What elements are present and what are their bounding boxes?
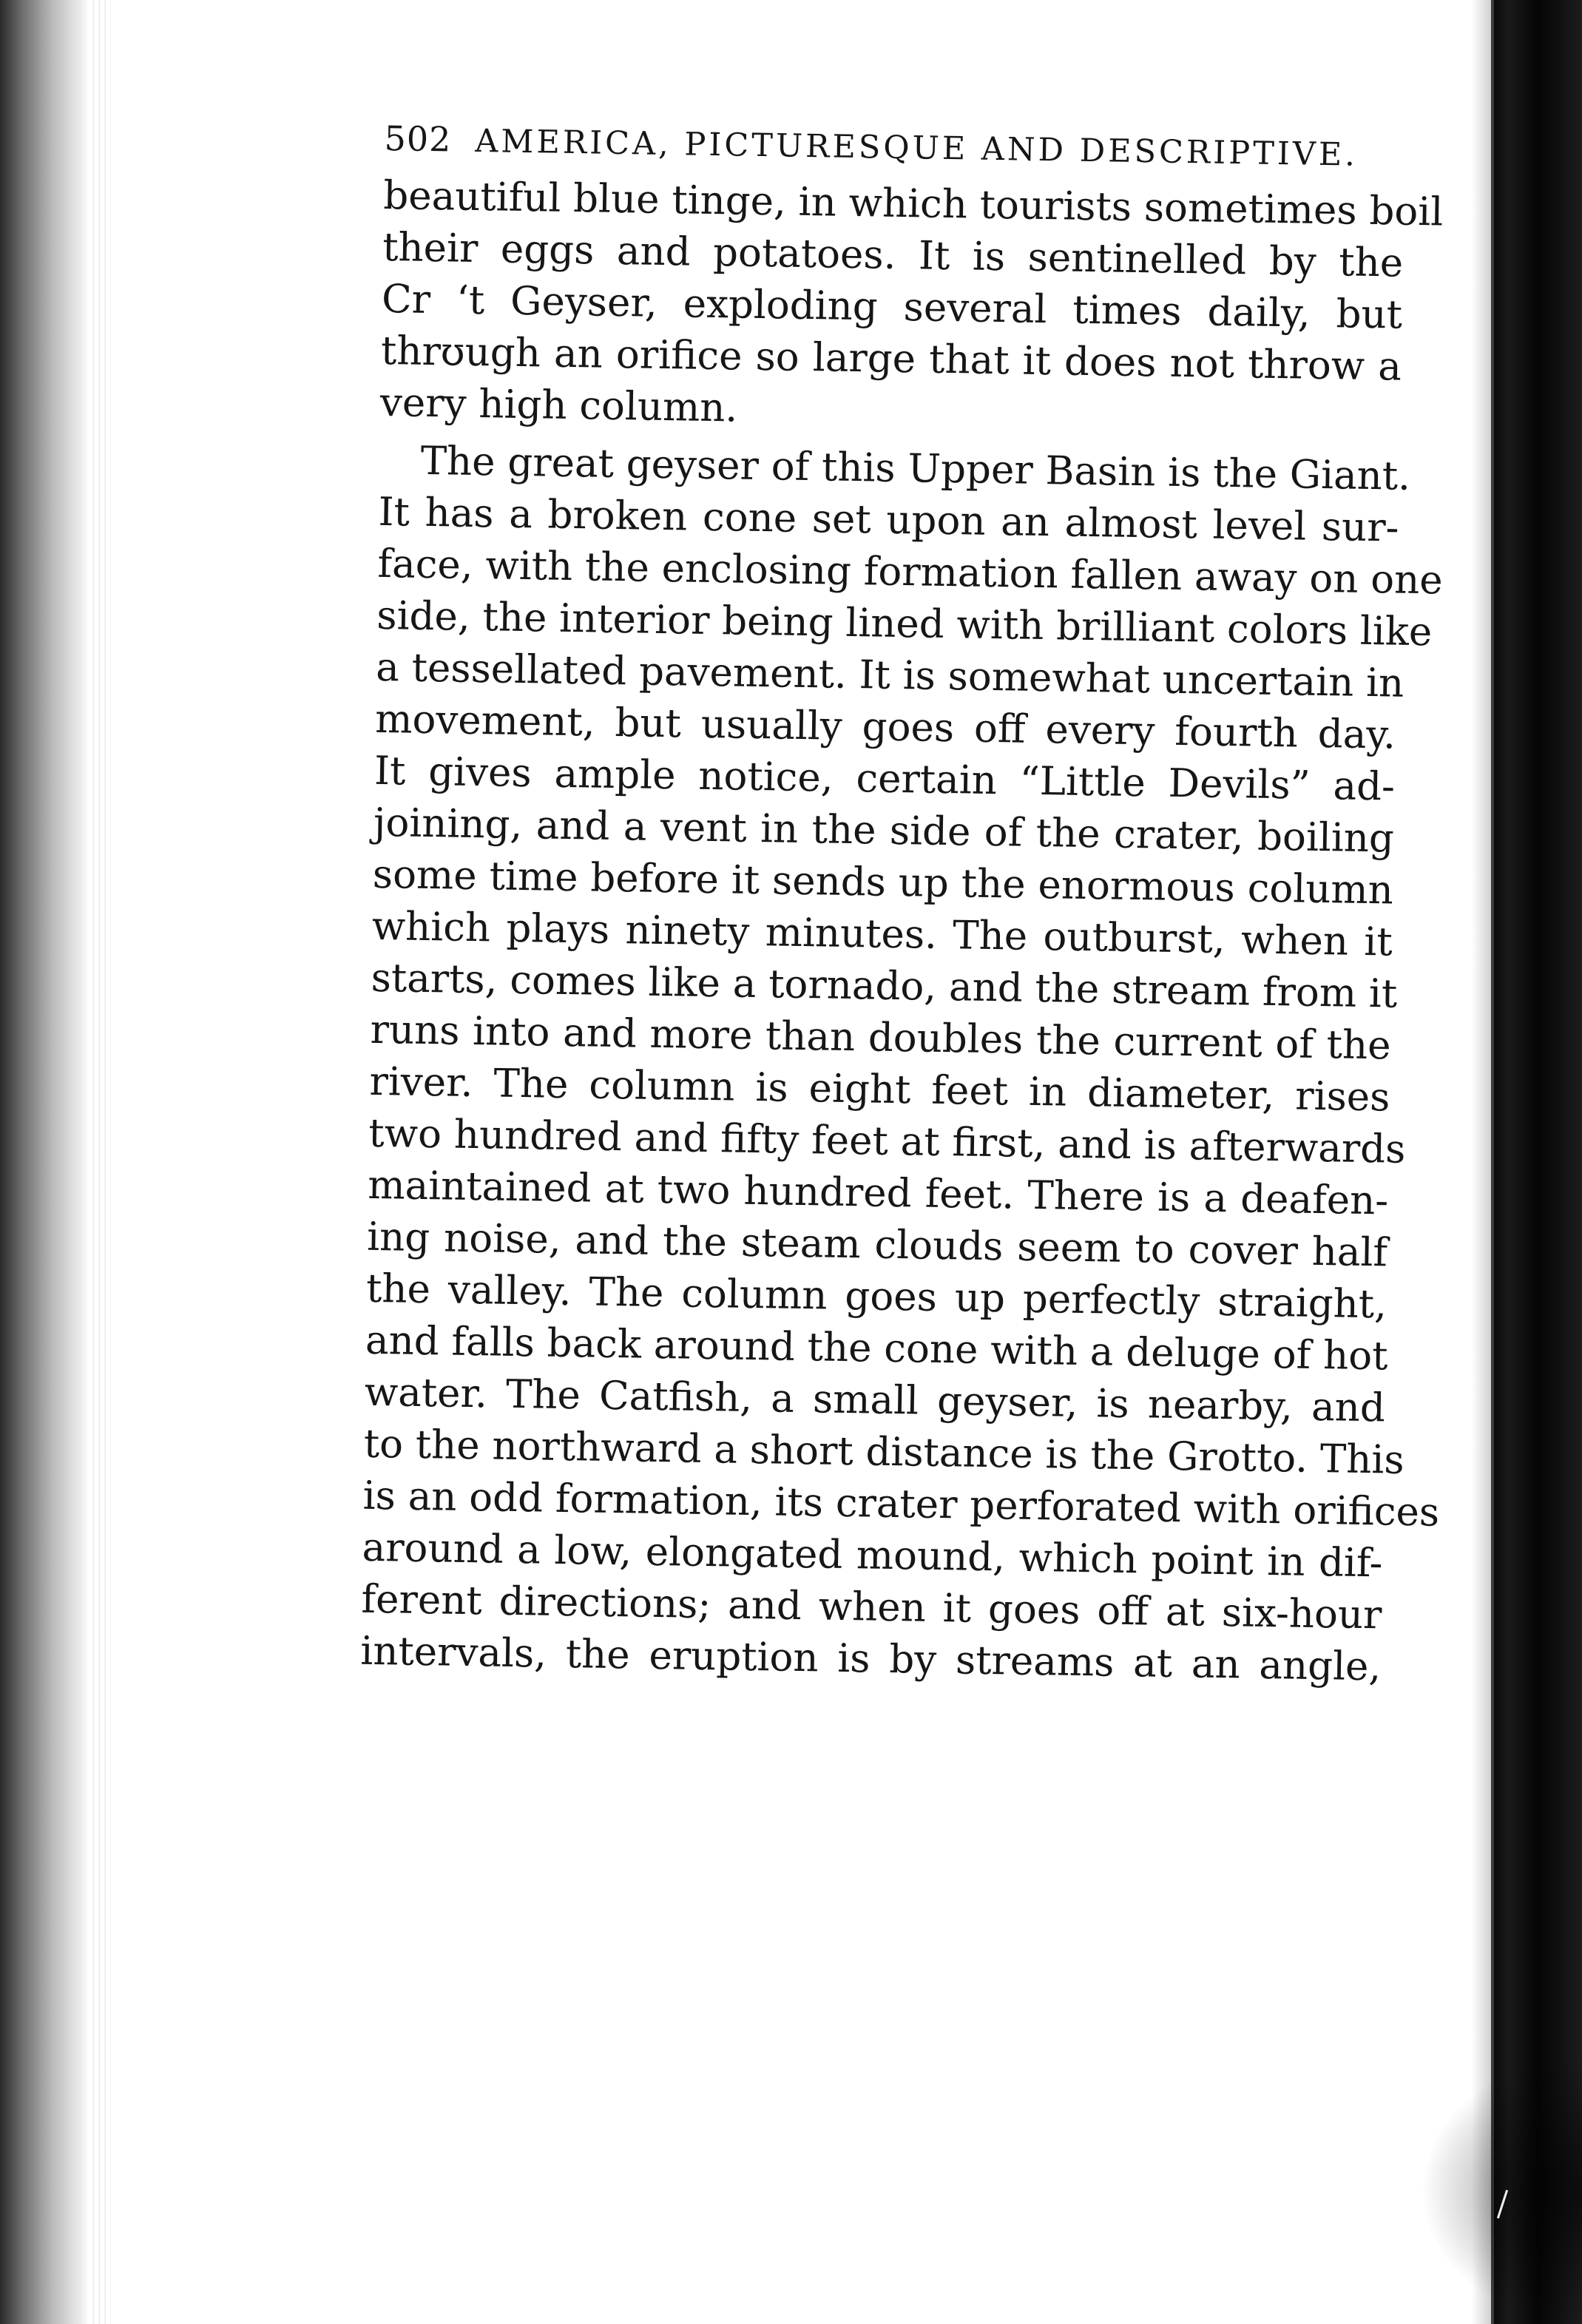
text-line: Cr ʻt Geyser, exploding several times daily, but (381, 276, 1403, 338)
text-line: The great geyser of this Upper Basin is the Giant. (420, 438, 1411, 499)
paragraph-1 (379, 170, 1444, 445)
text-line: to the northward a short distance is the Grotto. This (363, 1421, 1405, 1483)
text-line: and falls back around the cone with a deluge of hot (365, 1317, 1388, 1379)
text-line: ferent directions; and when it goes off at six-hour (361, 1576, 1382, 1638)
paragraph-2 (359, 435, 1444, 1693)
text-line: river. The column is eight feet in diameter, rises (369, 1058, 1390, 1121)
page-stack-edges (89, 0, 111, 2324)
text-line: It gives ample notice, certain “Little Devils” ad- (373, 748, 1396, 810)
corner-shadow (1420, 2056, 1582, 2324)
text-line: movement, but usually goes off every fourth day. (374, 696, 1396, 758)
text-line: is an odd formation, its crater perforated with orifices (362, 1473, 1440, 1536)
text-line: intervals, the eruption is by streams at an angle, (359, 1628, 1382, 1690)
text-line: water. The Catfish, a small geyser, is nearby, and (364, 1369, 1386, 1431)
text-line: It has a broken cone set upon an almost level sur- (378, 489, 1399, 551)
book-page (359, 118, 1444, 1693)
text-line: around a low, elongated mound, which point in dif- (362, 1524, 1383, 1587)
running-head (384, 118, 1405, 175)
text-line: ing noise, and the steam clouds seem to cover half (366, 1214, 1388, 1276)
page-number: 502 (384, 118, 452, 160)
text-line: beautiful blue tinge, in which tourists sometimes boil (382, 172, 1444, 235)
text-line: two hundred and fifty feet at first, and is afterwards (368, 1110, 1406, 1172)
text-line: their eggs and potatoes. It is sentinelled by the (382, 224, 1404, 286)
text-line: a tessellated pavement. It is somewhat uncertain in (375, 644, 1404, 706)
text-line: very high column. (379, 379, 738, 431)
text-line: starts, comes like a tornado, and the stream from it (371, 955, 1398, 1017)
text-line: some time before it sends up the enormous column (372, 851, 1394, 913)
text-line: maintained at two hundred feet. There is a deafen- (367, 1162, 1389, 1224)
text-line: face, with the enclosing formation fallen away on one (377, 541, 1444, 604)
text-line: the valley. The column goes up perfectly straight, (365, 1266, 1387, 1328)
text-line: which plays ninety minutes. The outburst, when it (371, 903, 1393, 965)
text-line: joining, and a vent in the side of the crater, boiling (373, 800, 1395, 862)
binding-gutter (0, 0, 89, 2324)
running-title: AMERICA, PICTURESQUE AND DESCRIPTIVE. (474, 122, 1359, 174)
text-line: side, the interior being lined with brilliant colors like (376, 592, 1433, 655)
scan-background-right (1494, 0, 1582, 2324)
text-line: runs into and more than doubles the current of the (370, 1007, 1391, 1069)
text-line: thrʊugh an orifice so large that it does not throw a (380, 328, 1402, 390)
